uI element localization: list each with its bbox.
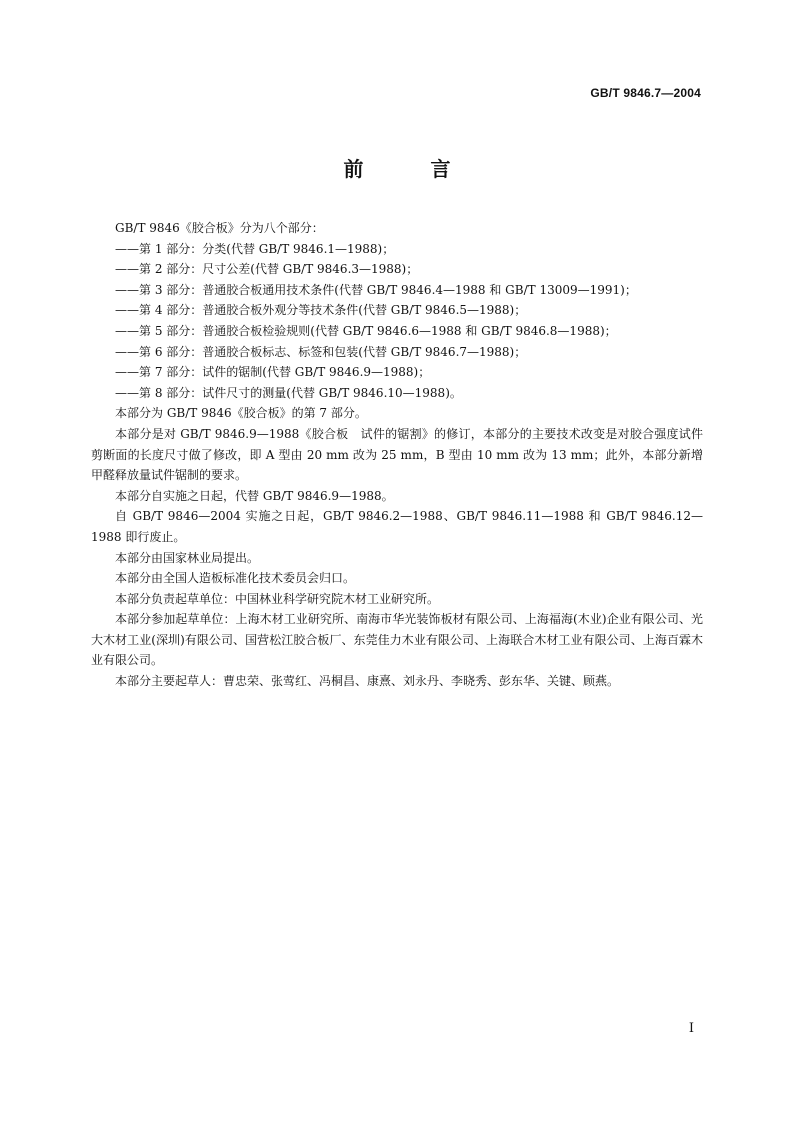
standard-number: GB/T 9846.7—2004 [590,86,701,100]
paragraph-participating-units: 本部分参加起草单位：上海木材工业研究所、南海市华光装饰板材有限公司、上海福海(木业)企业有限公司、光大木材工业(深圳)有限公司、国营松江胶合板厂、东莞佳力木业有限公司、上海联合木材工业有限公司、上海百霖木业有限公司。 [91,612,703,668]
list-item-part-1: ——第 1 部分：分类(代替 GB/T 9846.1—1988)； [115,241,395,256]
paragraph-intro: GB/T 9846《胶合板》分为八个部分： [115,221,324,235]
list-item-part-5: ——第 5 部分：普通胶合板检验规则(代替 GB/T 9846.6—1988 和 GB/T 9846.8—1988)； [115,323,617,338]
page-number: I [688,1021,694,1036]
paragraph-proposed-by: 本部分由国家林业局提出。 [115,550,260,565]
list-item-part-6: ——第 6 部分：普通胶合板标志、标签和包装(代替 GB/T 9846.7—1988)； [115,344,527,359]
list-item-part-3: ——第 3 部分：普通胶合板通用技术条件(代替 GB/T 9846.4—1988 和 GB/T 13009—1991)； [115,282,637,297]
paragraph-drafting-unit: 本部分负责起草单位：中国林业科学研究院木材工业研究所。 [115,591,440,606]
paragraph-replaces: 本部分自实施之日起，代替 GB/T 9846.9—1988。 [115,488,394,503]
list-item-part-2: ——第 2 部分：尺寸公差(代替 GB/T 9846.3—1988)； [115,262,419,277]
page-title: 前 言 [343,157,481,181]
list-item-part-8: ——第 8 部分：试件尺寸的测量(代替 GB/T 9846.10—1988)。 [115,385,462,400]
paragraph-revision: 本部分是对 GB/T 9846.9—1988《胶合板 试件的锯割》的修订，本部分的主要技术改变是对胶合强度试件剪断面的长度尺寸做了修改，即 A 型由 20 mm 改为 25 mm，B 型由 10 mm 改为 13 mm；此外，本部分新增甲醛释放量试件锯制的要求。 [91,426,703,483]
list-item-part-7: ——第 7 部分：试件的锯制(代替 GB/T 9846.9—1988)； [115,365,431,380]
paragraph-abolished: 自 GB/T 9846—2004 实施之日起，GB/T 9846.2—1988、GB/T 9846.11—1988 和 GB/T 9846.12—1988 即行废止。 [91,509,703,544]
paragraph-this-part: 本部分为 GB/T 9846《胶合板》的第 7 部分。 [115,406,367,421]
list-item-part-4: ——第 4 部分：普通胶合板外观分等技术条件(代替 GB/T 9846.5—1988)； [115,303,527,318]
paragraph-drafters: 本部分主要起草人：曹忠荣、张莺红、冯桐昌、康熹、刘永丹、李晓秀、彭东华、关键、顾燕。 [115,674,620,689]
foreword-body [91,218,703,692]
paragraph-committee: 本部分由全国人造板标准化技术委员会归口。 [115,571,356,586]
